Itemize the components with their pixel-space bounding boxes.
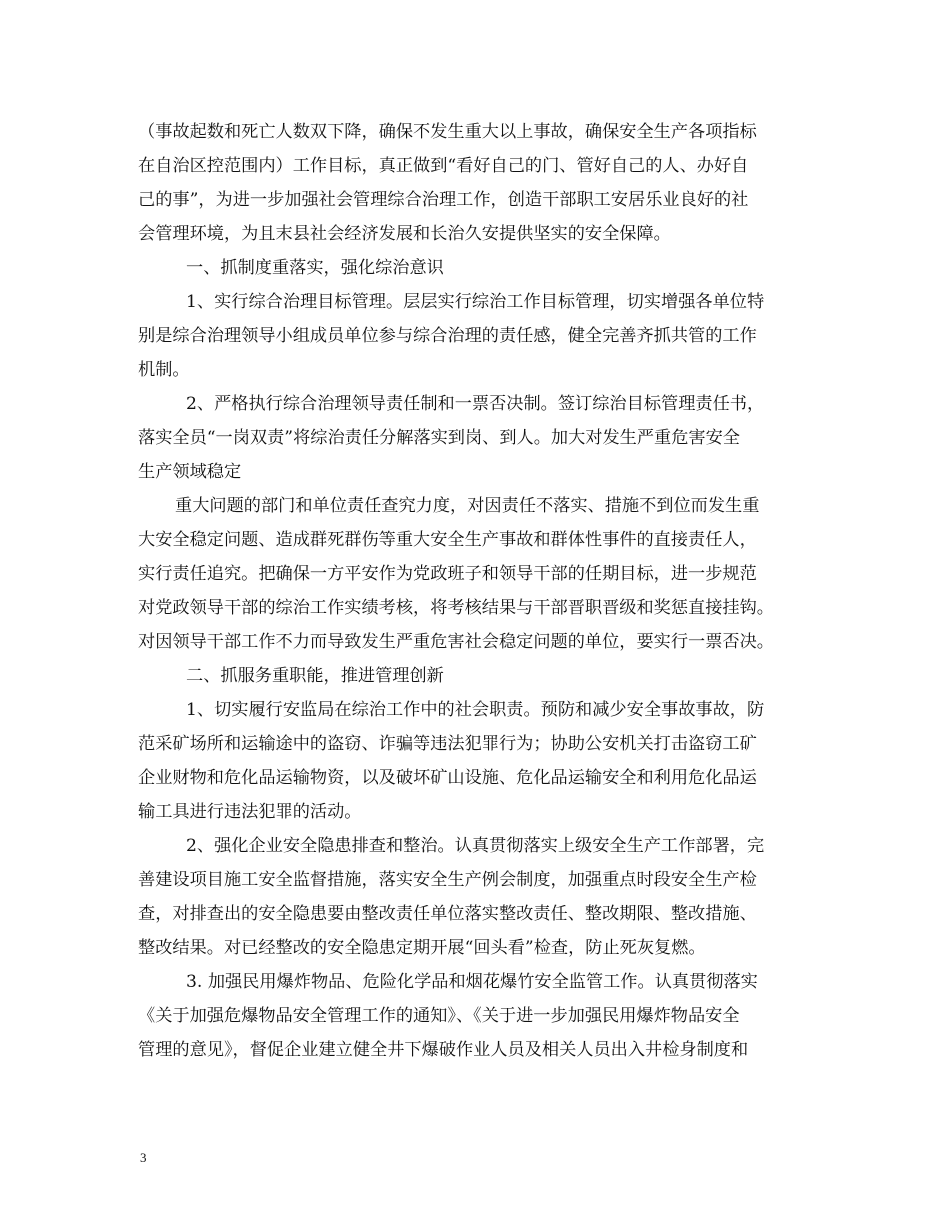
text-line: 2、强化企业安全隐患排查和整治。认真贯彻落实上级安全生产工作部署，完	[186, 836, 765, 856]
page-number: 3	[140, 1150, 147, 1165]
text-line: 生产领域稳定	[138, 462, 242, 482]
text-line: 大安全稳定问题、造成群死群伤等重大安全生产事故和群体性事件的直接责任人，	[138, 530, 757, 550]
text-line: 1、切实履行安监局在综治工作中的社会职责。预防和减少安全事故事故，防	[186, 700, 765, 720]
text-line: 重大问题的部门和单位责任查究力度，对因责任不落实、措施不到位而发生重	[175, 496, 760, 516]
text-line: 1、实行综合治理目标管理。层层实行综治工作目标管理，切实增强各单位特	[186, 292, 765, 312]
text-line: 会管理环境，为且末县社会经济发展和长治久安提供坚实的安全保障。	[138, 224, 671, 244]
text-line: 别是综合治理领导小组成员单位参与综合治理的责任感，健全完善齐抓共管的工作	[138, 326, 757, 346]
text-line: 对因领导干部工作不力而导致发生严重危害社会稳定问题的单位，要实行一票否决。	[138, 632, 774, 652]
text-line: 己的事”，为进一步加强社会管理综合治理工作，创造干部职工安居乐业良好的社	[138, 190, 749, 210]
text-line: 管理的意见》，督促企业建立健全井下爆破作业人员及相关人员出入井检身制度和	[138, 1040, 749, 1060]
text-line: 企业财物和危化品运输物资，以及破坏矿山设施、危化品运输安全和利用危化品运	[138, 768, 757, 788]
text-line: 输工具进行违法犯罪的活动。	[138, 802, 362, 822]
text-line: 查，对排查出的安全隐患要由整改责任单位落实整改责任、整改期限、整改措施、	[138, 904, 757, 924]
text-line: （事故起数和死亡人数双下降，确保不发生重大以上事故，确保安全生产各项指标	[138, 122, 757, 142]
section-heading: 一、抓制度重落实，强化综治意识	[186, 258, 444, 278]
text-line: 机制。	[138, 360, 190, 380]
text-line: 《关于加强危爆物品安全管理工作的通知》、《关于进一步加强民用爆炸物品安全	[138, 1006, 740, 1026]
text-line: 对党政领导干部的综治工作实绩考核，将考核结果与干部晋职晋级和奖惩直接挂钩。	[138, 598, 774, 618]
text-line: 范采矿场所和运输途中的盗窃、诈骗等违法犯罪行为；协助公安机关打击盗窃工矿	[138, 734, 757, 754]
text-line: 落实全员“一岗双责”将综治责任分解落实到岗、到人。加大对发生严重危害安全	[138, 428, 740, 448]
text-line: 整改结果。对已经整改的安全隐患定期开展“回头看”检查，防止死灰复燃。	[138, 938, 706, 958]
text-line: 在自治区控范围内）工作目标，真正做到“看好自己的门、管好自己的人、办好自	[138, 156, 749, 176]
text-line: 实行责任追究。把确保一方平安作为党政班子和领导干部的任期目标，进一步规范	[138, 564, 757, 584]
text-line: 善建设项目施工安全监督措施，落实安全生产例会制度，加强重点时段安全生产检	[138, 870, 757, 890]
text-line: 2、严格执行综合治理领导责任制和一票否决制。签订综治目标管理责任书，	[186, 394, 765, 414]
section-heading: 二、抓服务重职能，推进管理创新	[186, 666, 444, 686]
text-line: 3. 加强民用爆炸物品、危险化学品和烟花爆竹安全监管工作。认真贯彻落实	[186, 972, 758, 992]
